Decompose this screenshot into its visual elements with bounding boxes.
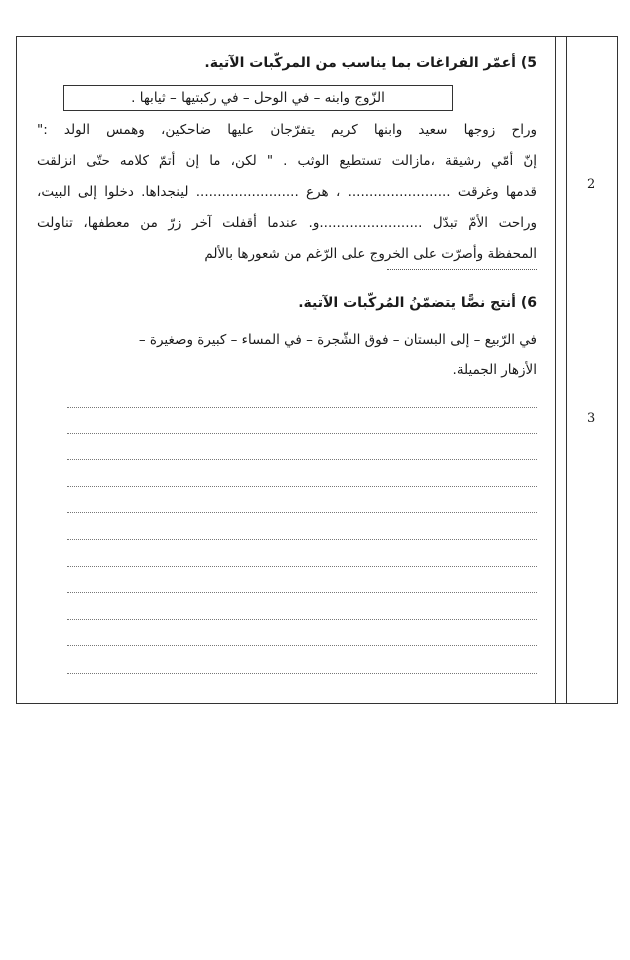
answer-blank[interactable] (387, 268, 537, 270)
writing-line[interactable] (67, 619, 537, 620)
exercise-table (16, 36, 618, 704)
q6-items (17, 325, 537, 385)
q6-title: 6) أنتج نصًّا يتضمّنُ المُركّبات الآتية. (298, 295, 537, 311)
writing-line[interactable] (67, 592, 537, 593)
writing-line[interactable] (67, 673, 537, 674)
writing-line[interactable] (67, 512, 537, 513)
writing-line[interactable] (67, 407, 537, 408)
writing-line[interactable] (67, 645, 537, 646)
writing-line[interactable] (67, 459, 537, 460)
paragraph-line: إنّ أمّي رشيقة ،مازالت تستطيع الوثب . " لكن، ما إن أتمّ كلامه حتّى انزلقت (37, 153, 537, 169)
writing-line[interactable] (67, 486, 537, 487)
writing-line[interactable] (67, 433, 537, 434)
column-divider (566, 37, 567, 703)
score-q5: 2 (587, 177, 596, 192)
items-line: في الرّبيع – إلى البستان – فوق الشّجرة – في المساء – كبيرة وصغيرة – (138, 332, 537, 348)
question-5 (17, 37, 537, 297)
q5-title: 5) أعمّر الفراغات بما يناسب من المركّبات الآتية. (204, 55, 537, 71)
items-line: الأزهار الجميلة. (452, 362, 537, 378)
paragraph-line: المحفظة وأصرّت على الخروج على الرّغم من شعورها بالألم (204, 246, 537, 262)
writing-line[interactable] (67, 539, 537, 540)
q5-paragraph (37, 115, 537, 270)
writing-line[interactable] (67, 566, 537, 567)
score-q6: 3 (587, 411, 596, 426)
column-divider (555, 37, 556, 703)
paragraph-line: وراح زوجها سعيد وابنها كريم يتفرّجان عليها ضاحكين، وهمس الولد :" (37, 122, 537, 138)
paragraph-line: قدمها وغرقت ........................ ، هرع ........................ لينجداها. دخلوا إلى البيت، (37, 184, 537, 200)
word-bank-box: الزّوج وابنه – في الوحل – في ركبتيها – ثيابها . (63, 85, 453, 111)
question-6 (17, 287, 537, 697)
paragraph-line: وراحت الأمّ تبدّل ........................و. عندما أقفلت آخر زرّ من معطفها، تناولت (37, 215, 537, 231)
